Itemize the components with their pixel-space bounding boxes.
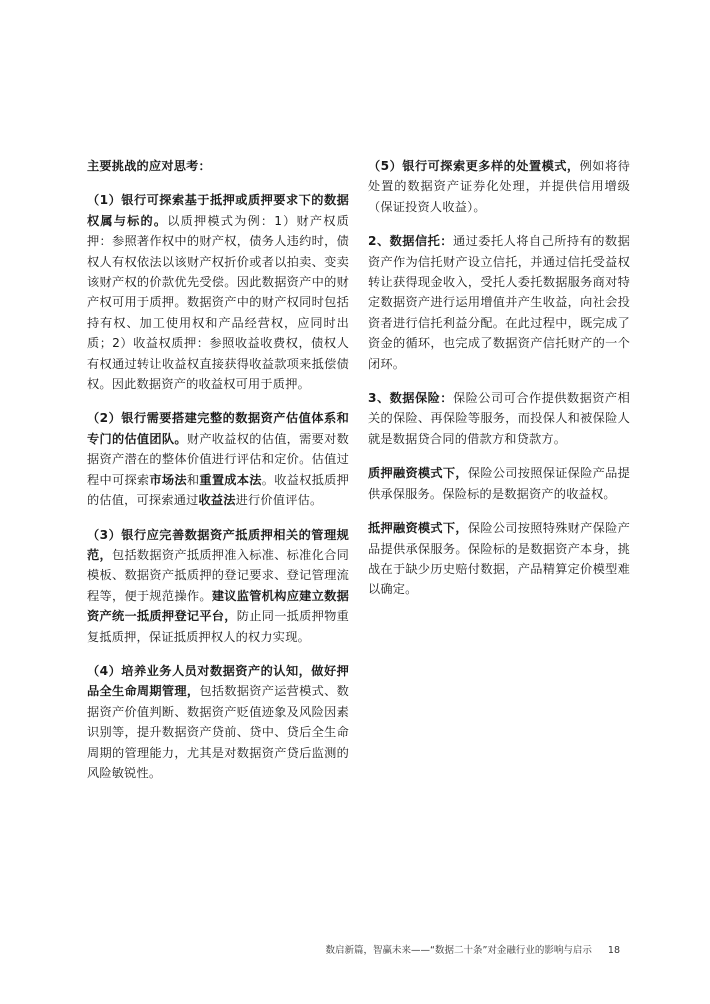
pledge-financing-lead: 质押融资模式下，: [368, 466, 468, 481]
paragraph-2: [87, 408, 349, 510]
paragraph-3-text-1: 包括数据资产抵质押准入标准、标准化合同模板、数据资产抵质押的登记要求、登记管理流程等，便于规范操作。: [87, 547, 349, 603]
paragraph-2-text-2: 和: [186, 472, 200, 487]
paragraph-2-text-4: 进行价值评估。: [235, 493, 323, 508]
data-trust-lead: 2、数据信托：: [368, 234, 453, 249]
paragraph-2-text-3: 。收益权抵质押的估值，可探索通过: [87, 472, 350, 508]
paragraph-3-lead: （3）银行应完善数据资产抵质押相关的管理规范，: [87, 527, 349, 562]
page-footer: [326, 942, 620, 956]
mortgage-financing-text: 保险公司按照特殊财产保险产品提供承保服务。保险标的是数据资产本身，挑战在于缺少历史赔付数据，产品精算定价模型难以确定。: [368, 521, 630, 597]
paragraph-2-text-1: 财产收益权的估值，需要对数据资产潜在的整体价值进行评估和定价。估值过程中可探索: [87, 431, 349, 487]
data-insurance-lead: 3、数据保险：: [368, 391, 453, 406]
paragraph-2-bold-2: 重置成本法: [199, 472, 262, 487]
paragraph-2-lead: （2）银行需要搭建完整的数据资产估值体系和专门的估值团队。: [87, 411, 349, 446]
paragraph-mortgage-financing: [368, 518, 630, 600]
paragraph-4-lead: （4）培养业务人员对数据资产的认知，做好押品全生命周期管理，: [87, 663, 349, 699]
page-number: 18: [607, 945, 620, 956]
data-trust-text: 通过委托人将自己所持有的数据资产作为信托财产设立信托，并通过信托受益权转让获得现金收入，受托人委托数据服务商对特定数据资产进行运用增值并产生收益，向社会投资者进行信托利益分配。在此过程中，既完成了资金的循环，也完成了数据资产信托财产的一个闭环。: [368, 234, 630, 371]
right-column: [368, 156, 630, 614]
paragraph-5-text: 例如将待处置的数据资产证券化处理，并提供信用增级（保证投资人收益）。: [368, 159, 630, 214]
paragraph-5-lead: （5）银行可探索更多样的处置模式，: [368, 159, 580, 173]
paragraph-3-bold-1: 建议监管机构应建立数据资产统一抵质押登记平台，: [87, 588, 350, 624]
footer-title: 数启新篇，智赢未来——“数据二十条”对金融行业的影响与启示: [325, 945, 592, 956]
paragraph-2-bold-3: 收益法: [198, 493, 236, 508]
mortgage-financing-lead: 抵押融资模式下，: [368, 521, 468, 536]
section-heading: 主要挑战的应对思考：: [87, 159, 211, 173]
paragraph-data-insurance: [368, 388, 630, 449]
paragraph-5: [368, 156, 630, 217]
paragraph-pledge-financing: [368, 463, 630, 504]
paragraph-1-lead: （1）银行可探索基于抵押或质押要求下的数据权属与标的。: [87, 193, 349, 228]
paragraph-1: [87, 190, 349, 394]
paragraph-1-text: 以质押模式为例：1）财产权质押：参照著作权中的财产权，债务人违约时，债权人有权依法以该财产权折价或者以拍卖、变卖该财产权的价款优先受偿。因此数据资产中的财产权可用于质押。数据资产中的财产权同时包括持有权、加工使用权和产品经营权，应同时出质；2）收益权质押：参照收益收费权，债权人有权通过转让收益权直接获得收益款项来抵偿债权。因此数据资产的收益权可用于质押。: [87, 213, 350, 392]
pledge-financing-text: 保险公司按照保证保险产品提供承保服务。保险标的是数据资产的收益权。: [368, 466, 630, 501]
left-column: [87, 156, 349, 797]
paragraph-data-trust: [368, 231, 630, 374]
paragraph-4-text: 包括数据资产运营模式、数据资产价值判断、数据资产贬值迹象及风险因素识别等，提升数据资产贷前、贷中、贷后全生命周期的管理能力，尤其是对数据资产贷后监测的风险敏锐性。: [87, 684, 349, 780]
paragraph-4: [87, 661, 349, 783]
data-insurance-text: 保险公司可合作提供数据资产相关的保险、再保险等服务，而投保人和被保险人就是数据贷合同的借款方和贷款方。: [368, 391, 630, 446]
paragraph-3-text-2: 防止同一抵质押物重复抵质押，保证抵质押权人的权力实现。: [87, 609, 349, 644]
paragraph-3: [87, 525, 349, 647]
paragraph-2-bold-1: 市场法: [149, 472, 187, 487]
